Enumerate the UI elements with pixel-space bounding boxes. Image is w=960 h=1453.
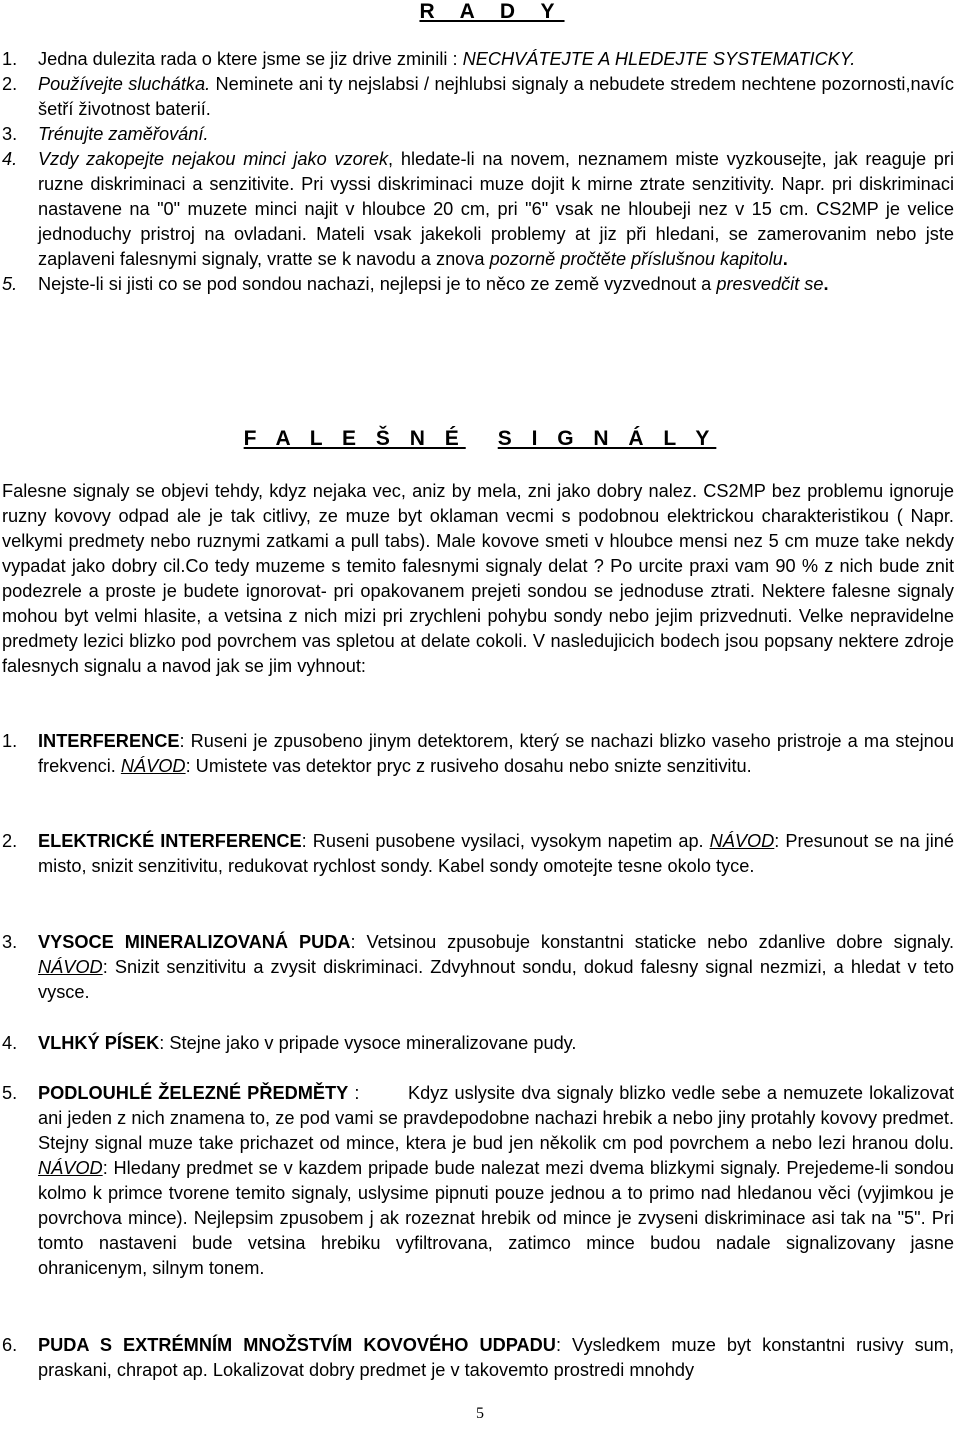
- item-text: Ruseni pusobene vysilaci, vysokym napetim ap.: [312, 831, 710, 851]
- item-number: 3.: [2, 932, 18, 952]
- tip-number: 1.: [2, 49, 18, 69]
- item-separator: :: [179, 731, 191, 751]
- false-signal-item-5: [0, 1081, 960, 1281]
- item-heading: INTERFERENCE: [38, 731, 180, 751]
- tip-text: Neminete ani ty nejslabsi / nejhlubsi signaly a nebudete stredem nechtene pozornosti,navíc šetří životnost baterií.: [38, 74, 954, 119]
- item-number: 6.: [2, 1335, 18, 1355]
- item-separator: :: [159, 1033, 170, 1053]
- item-text: : Hledany predmet se v kazdem pripade bude nalezat mezi dvema blizkymi signaly. Prejedeme-li sondou kolmo k primce tvorene temito signaly, uslysime pipnuti pouze jednou a to primo nad hledanou věci (vyjimkou je povrchova mince). Nejlepsim zpusobem j ak rozeznat hrebik od mince je zvyseni diskriminace asi tak na "5". Pri tomto nastaveni bude vetsina hrebiku vyfiltrovana, zatimco mince budou nadale signalizovany jasne ohranicenym, silnym tonem.: [38, 1158, 954, 1278]
- navod-label: NÁVOD: [120, 756, 186, 776]
- item-separator: :: [348, 1083, 366, 1103]
- tip-emphasis: pozorně pročtěte příslušnou kapitolu: [489, 249, 783, 269]
- tip-emphasis: NECHVÁTEJTE A HLEDEJTE SYSTEMATICKY.: [462, 49, 856, 69]
- item-text: Stejne jako v pripade vysoce mineralizovane pudy.: [169, 1033, 577, 1053]
- item-number: 2.: [2, 831, 18, 851]
- item-heading: PUDA S EXTRÉMNÍM MNOŽSTVÍM KOVOVÉHO UDPADU: [38, 1335, 556, 1355]
- intro-paragraph: [0, 479, 960, 679]
- tip-emphasis: Používejte sluchátka.: [38, 74, 211, 94]
- item-number: 5.: [2, 1083, 18, 1103]
- tip-number: 2.: [2, 74, 18, 94]
- section-title-part: S I G N Á L Y: [497, 427, 717, 450]
- false-signal-item-4: [0, 1031, 960, 1056]
- page-number: 5: [476, 1405, 484, 1422]
- item-heading: VLHKÝ PÍSEK: [38, 1033, 160, 1053]
- item-separator: :: [301, 831, 313, 851]
- tip-item-3: [0, 122, 960, 147]
- tip-text: Jedna dulezita rada o ktere jsme se jiz drive zminili :: [38, 49, 463, 69]
- tip-number: 4.: [2, 149, 18, 169]
- page-title: R A D Y: [419, 0, 565, 23]
- tip-emphasis: presvedčit se: [716, 274, 824, 294]
- tip-item-5: [0, 272, 960, 297]
- tip-emphasis: Vzdy zakopejte nejakou minci jako vzorek: [38, 149, 389, 169]
- false-signal-item-1: [0, 729, 960, 779]
- item-text: : Umistete vas detektor pryc z rusiveho dosahu nebo snizte senzitivitu.: [185, 756, 752, 776]
- intro-text: Falesne signaly se objevi tehdy, kdyz nejaka vec, aniz by mela, zni jako dobry nalez. CS2MP bez problemu ignoruje ruzny kovovy odpad ale je tak citlivy, ze muze byt oklaman vecmi s podobnou elektrickou charakteristikou ( Napr. velkymi predmety nebo ruznymi zatkami a pull tabs). Male kovove smeti v hloubce mensi nez 5 cm muze take nekdy vypadat jako dobry cil.Co tedy muzeme s temito falesnymi signaly delat ? Po urcite praxi vam 90 % z nich bude znit podezrele a proste je budete ignorovat- pri opakovanem prejeti sondou se jednoduse ztrati. Nektere falesne signaly mohou byt velmi hlasite, a vetsina z nich mizi pri zrychleni pohybu sondy nebo jejim prizvednuti. Velke nepravidelne predmety lezici blizko pod povrchem vas spletou at delate cokoli. V nasledujicich bodech jsou popsany nektere zdroje falesnych signalu a navod jak se jim vyhnout:: [2, 481, 954, 676]
- item-text: : Presunout se na jiné misto, snizit senzitivitu, redukovat rychlost sondy. Kabel sondy omotejte tesne okolo tyce.: [38, 831, 954, 876]
- item-heading: ELEKTRICKÉ INTERFERENCE: [38, 831, 302, 851]
- tip-item-4: [0, 147, 960, 272]
- item-text: : Snizit senzitivitu a zvysit diskriminaci. Zdvyhnout sondu, dokud falesny signal nezmizi, a hledat v teto vysce.: [38, 957, 954, 1002]
- tip-text: Nejste-li si jisti co se pod sondou nachazi, nejlepsi je to něco ze země vyzvednout a: [38, 274, 717, 294]
- item-heading: PODLOUHLÉ ŽELEZNÉ PŘEDMĚTY: [38, 1083, 349, 1103]
- false-signal-item-2: [0, 829, 960, 879]
- item-text: Ruseni je zpusobeno jinym detektorem, který se nachazi blizko vaseho pristroje a ma stejnou frekvenci.: [38, 731, 954, 776]
- item-separator: :: [350, 932, 367, 952]
- item-heading: VYSOCE MINERALIZOVANÁ PUDA: [38, 932, 351, 952]
- item-text: Vetsinou zpusobuje konstantni staticke nebo zdanlive dobre signaly.: [366, 932, 954, 952]
- item-text: Kdyz uslysite dva signaly blizko vedle sebe a nemuzete lokalizovat ani jeden z nich znamena to, ze pod vami se pravdepodobne nachazi hrebik a nebo jiny protahly kovovy predmet. Stejny signal muze take prichazet od mince, ktera je bud jen několik cm pod povrchem a nebo lezi hranou dolu.: [38, 1083, 954, 1153]
- false-signal-item-6: [0, 1333, 960, 1383]
- tip-number: 5.: [2, 274, 18, 294]
- tip-number: 3.: [2, 124, 18, 144]
- tip-text: .: [823, 274, 829, 294]
- navod-label: NÁVOD: [38, 957, 103, 977]
- tip-item-2: [0, 72, 960, 122]
- section-title-part: F A L E Š N É: [243, 427, 466, 450]
- tip-emphasis: Trénujte zaměřování.: [38, 124, 209, 144]
- tip-text: .: [782, 249, 788, 269]
- item-separator: :: [555, 1335, 573, 1355]
- navod-label: NÁVOD: [38, 1158, 103, 1178]
- tip-text: , hledate-li na novem, neznamem miste vyzkousejte, jak reaguje pri ruzne diskriminaci a senzitivite. Pri vyssi diskriminaci muze dojit k mirne ztrate senzitivity. Napr. pri diskriminaci nastavene na "0" muzete minci najit v hloubce 20 cm, pri "6" vsak ne hloubeji nez v 15 cm. CS2MP je velice jednoduchy pristroj na ovladani. Mateli vsak jakekoli problemy at jiz při hledani, se zamerovanim nebo jste zaplaveni falesnymi signaly, vratte se k navodu a znova: [38, 149, 955, 269]
- section-title: [0, 427, 960, 451]
- navod-label: NÁVOD: [709, 831, 775, 851]
- tips-list: [0, 47, 960, 297]
- false-signal-item-3: [0, 930, 960, 1005]
- item-number: 1.: [2, 731, 18, 751]
- item-text: Vysledkem muze byt konstantni rusivy sum, praskani, chrapot ap. Lokalizovat dobry predmet je v takovemto prostredi mnohdy: [38, 1335, 954, 1380]
- item-number: 4.: [2, 1033, 18, 1053]
- tip-item-1: [0, 47, 960, 72]
